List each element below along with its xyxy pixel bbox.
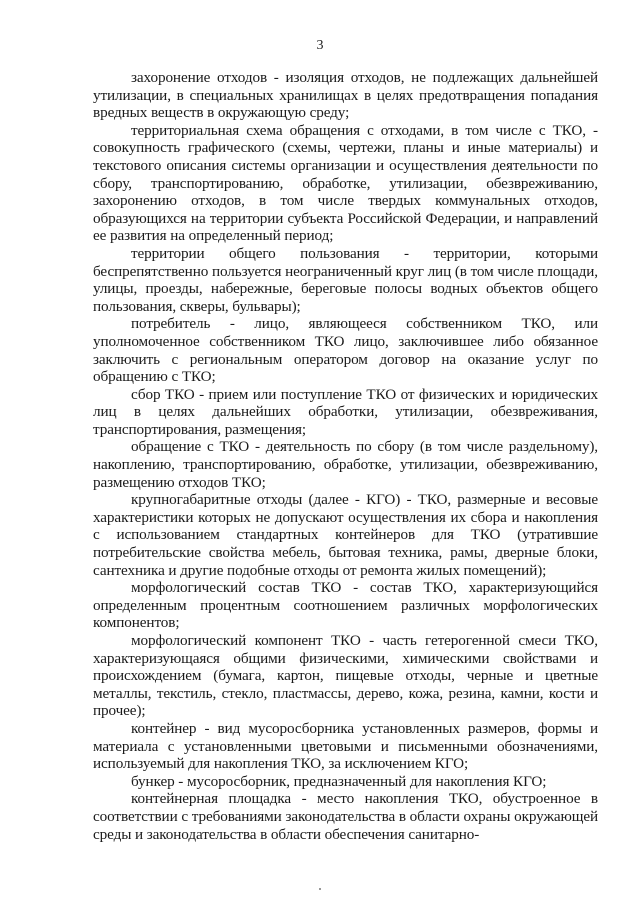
scan-speck	[319, 888, 321, 890]
paragraph-container-site: контейнерная площадка - место накопления ТКО, обустроенное в соответствии с требованиями законодательства в области охраны окружающей среды и законодательства в области обеспечения санитарно-	[93, 790, 598, 843]
paragraph-bunker: бункер - мусоросборник, предназначенный для накопления КГО;	[131, 772, 547, 790]
paragraph-morphological-component: морфологический компонент ТКО - часть гетерогенной смеси ТКО, характеризующаяся общими физическими, химическими свойствами и происхождением (бумага, картон, пищевые отходы, черные и цветные металлы, текстиль, стекло, пластмассы, дерево, кожа, резина, камни, кости и прочее);	[93, 632, 598, 720]
paragraph-burial-of-waste: захоронение отходов - изоляция отходов, не подлежащих дальнейшей утилизации, в специальных хранилищах в целях предотвращения попадания вредных веществ в окружающую среду;	[93, 69, 598, 122]
paragraph-territorial-scheme: территориальная схема обращения с отходами, в том числе с ТКО, - совокупность графического (схемы, чертежи, планы и иные материалы) и текстового описания системы организации и осуществления деятельности по сбору, транспортированию, обработке, утилизации, обезвреживанию, захоронению отходов, в том числе твердых коммунальных отходов, образующихся на территории субъекта Российской Федерации, и направлений ее развития на определенный период;	[93, 121, 598, 245]
paragraph-tko-collection: сбор ТКО - прием или поступление ТКО от физических и юридических лиц в целях дальнейших обработки, утилизации, обезвреживания, транспортирования, размещения;	[93, 385, 598, 438]
paragraph-bulky-waste: крупногабаритные отходы (далее - КГО) - ТКО, размерные и весовые характеристики которых не допускают осуществления их сбора и накопления с использованием стандартных контейнеров для ТКО (утратившие потребительские свойства мебель, бытовая техника, рамы, дверные блоки, сантехника и другие подобные отходы от ремонта жилых помещений);	[93, 491, 598, 579]
page-number: 3	[316, 38, 324, 53]
paragraph-public-territories: территории общего пользования - территории, которыми беспрепятственно пользуется неограниченный круг лиц (в том числе площади, улицы, проезды, набережные, береговые полосы водных объектов общего пользования, скверы, бульвары);	[93, 244, 598, 315]
paragraph-tko-handling: обращение с ТКО - деятельность по сбору (в том числе раздельному), накоплению, транспортированию, обработке, утилизации, обезвреживанию, размещению отходов ТКО;	[93, 438, 598, 491]
paragraph-morphological-composition: морфологический состав ТКО - состав ТКО, характеризующийся определенным процентным соотношением различных морфологических компонентов;	[93, 579, 598, 632]
paragraph-container: контейнер - вид мусоросборника установленных размеров, формы и материала с установленными цветовыми и письменными обозначениями, используемый для накопления ТКО, за исключением КГО;	[93, 719, 598, 773]
paragraph-consumer: потребитель - лицо, являющееся собственником ТКО, или уполномоченное собственником ТКО лицо, заключившее либо обязанное заключить с региональным оператором договор на оказание услуг по обращению с ТКО;	[93, 315, 598, 386]
document-body	[93, 69, 598, 843]
